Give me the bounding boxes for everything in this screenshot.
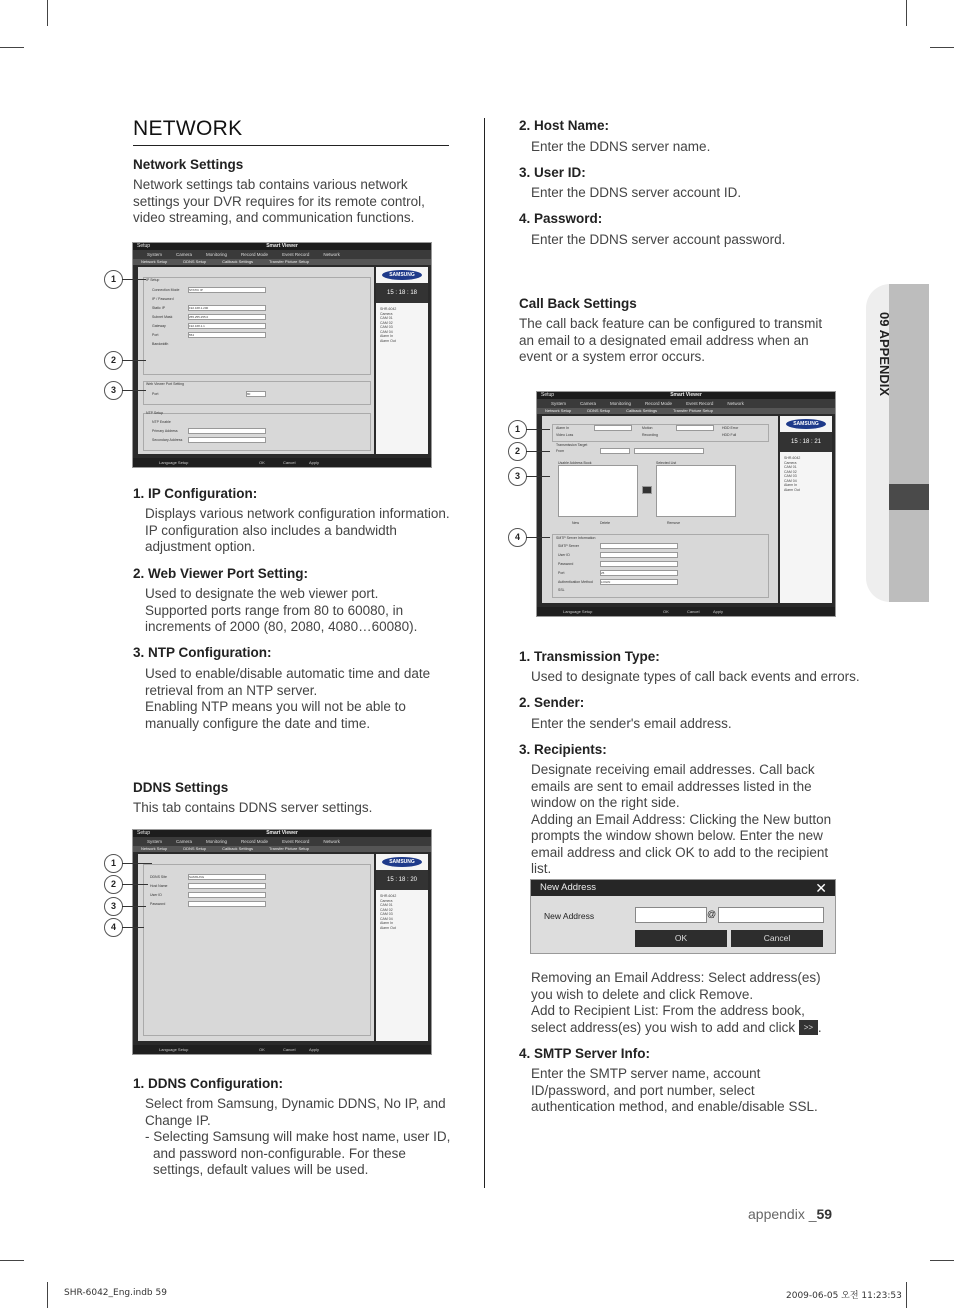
callback-settings-intro: The call back feature can be configured to transmit an email to a designated email address when an event or a system error occurs. xyxy=(519,316,823,364)
add-to-list-button: >> xyxy=(799,1020,818,1035)
address-user-input[interactable] xyxy=(635,907,707,923)
item-ntp-text: Used to enable/disable automatic time and date retrieval from an NTP server. Enabling NTP means you will not be able to manually configure the date and time. xyxy=(145,666,431,731)
network-setup-screenshot: Setup Smart Viewer System Camera Monitoring Record Mode Event Record Network Network Setup DDNS Setup Callback Settings Transfer Picture Setup IP Setup Connection Mode STATIC IP IP / Password Static IP 192.168.1.200 Subnet Mask 255.255.255.0 Gateway 192.168.1.1 Port 554 Bandwidth Web Viewer Port Setting Port 80 NTP Setup NTP Enable Primary Address Secondary Address SAMSUNG 15 : 18 : 18 SHR-6042 Camera CAM 01 CAM 02 CAM 03 CAM 04 Alarm In Alarm Out Language Setup OK Cancel Apply xyxy=(132,242,432,468)
file-info: SHR-6042_Eng.indb 59 xyxy=(64,1288,167,1298)
callout-leader xyxy=(122,279,146,280)
print-timestamp: 2009-06-05 오전 11:23:53 xyxy=(786,1291,902,1301)
item-web-viewer-text: Used to designate the web viewer port. Supported ports range from 80 to 60080, in increments of 2000 (80, 2080, 4080…60080). xyxy=(145,586,418,634)
callout-leader xyxy=(526,429,550,430)
page-number: appendix _59 xyxy=(748,1206,833,1222)
item-smtp-title: 4. SMTP Server Info: xyxy=(519,1046,651,1061)
item-password-text: Enter the DDNS server account password. xyxy=(531,232,786,247)
callout-1: 1 xyxy=(104,854,123,873)
crop-mark xyxy=(906,1282,907,1308)
ddns-settings-heading: DDNS Settings xyxy=(133,780,229,795)
address-domain-input[interactable] xyxy=(718,907,824,923)
callout-4: 4 xyxy=(508,528,527,547)
callout-4: 4 xyxy=(104,918,123,937)
callout-leader xyxy=(122,863,152,864)
ok-button[interactable]: OK xyxy=(635,930,727,947)
crop-mark xyxy=(906,0,907,26)
crop-mark xyxy=(47,0,48,26)
callout-leader xyxy=(122,884,148,885)
callout-leader xyxy=(526,476,550,477)
side-tab-marker xyxy=(889,484,929,510)
column-divider xyxy=(484,118,485,1188)
new-address-dialog xyxy=(530,879,836,954)
callout-leader xyxy=(122,906,146,907)
callout-3: 3 xyxy=(104,381,123,400)
crop-mark xyxy=(0,1260,24,1261)
crop-mark xyxy=(0,47,24,48)
item-host-name-title: 2. Host Name: xyxy=(519,118,610,133)
callout-leader xyxy=(122,927,144,928)
callout-leader xyxy=(526,451,550,452)
item-sender-title: 2. Sender: xyxy=(519,695,585,710)
item-recipients-text: Designate receiving email addresses. Call back emails are sent to email addresses listed in the window on the right side. Adding an Email Address: Clicking the New button prompts the window shown below. Enter the new email address and click OK to add to the recipient list. xyxy=(531,762,832,876)
page-title: NETWORK xyxy=(133,117,243,140)
close-icon[interactable]: ✕ xyxy=(815,880,827,896)
item-transmission-type-title: 1. Transmission Type: xyxy=(519,649,660,664)
callout-2: 2 xyxy=(104,875,123,894)
callback-setup-screenshot: Setup Smart Viewer System Camera Monitoring Record Mode Event Record Network Network Setup DDNS Setup Callback Settings Transfer Picture Setup Alarm In Video Loss Motion Recording HDD Error HDD Full Transmission Target From Usable Address Book Selected List New Delete Remove SMTP Server Information SMTP Server User ID Password Port 25 Authentication Method LOGIN SSL SAMSUNG 15 : 18 : 21 SHR-6042 Camera CAM 01 CAM 02 CAM 03 CAM 04 Alarm In Alarm Out Language Setup OK Cancel Apply xyxy=(536,391,836,617)
callout-3: 3 xyxy=(508,467,527,486)
item-user-id-text: Enter the DDNS server account ID. xyxy=(531,185,742,200)
callout-1: 1 xyxy=(104,270,123,289)
item-recipients-title: 3. Recipients: xyxy=(519,742,607,757)
callout-leader xyxy=(122,390,146,391)
dialog-label: New Address xyxy=(544,911,595,921)
item-transmission-type-text: Used to designate types of call back events and errors. xyxy=(531,669,860,684)
item-smtp-text: Enter the SMTP server name, account ID/password, and port number, select authentication method, and enable/disable SSL. xyxy=(531,1066,818,1114)
item-ddns-config-title: 1. DDNS Configuration: xyxy=(133,1076,283,1091)
ddns-settings-intro: This tab contains DDNS server settings. xyxy=(133,800,373,815)
callback-settings-heading: Call Back Settings xyxy=(519,296,637,311)
crop-mark xyxy=(930,1260,954,1261)
item-ip-config-title: 1. IP Configuration: xyxy=(133,486,258,501)
ddns-setup-screenshot: Setup Smart Viewer System Camera Monitoring Record Mode Event Record Network Network Setup DDNS Setup Callback Settings Transfer Picture Setup DDNS Site SAMSUNG Host Name User ID Password SAMSUNG 15 : 18 : 20 SHR-6042 Camera CAM 01 CAM 02 CAM 03 CAM 04 Alarm In Alarm Out Language Setup OK Cancel Apply xyxy=(132,829,432,1055)
item-user-id-title: 3. User ID: xyxy=(519,165,586,180)
item-host-name-text: Enter the DDNS server name. xyxy=(531,139,711,154)
callout-leader xyxy=(122,360,146,361)
callout-2: 2 xyxy=(508,442,527,461)
item-ntp-title: 3. NTP Configuration: xyxy=(133,645,272,660)
callout-leader xyxy=(526,537,550,538)
item-web-viewer-title: 2. Web Viewer Port Setting: xyxy=(133,566,309,581)
crop-mark xyxy=(47,1282,48,1308)
item-password-title: 4. Password: xyxy=(519,211,603,226)
callout-1: 1 xyxy=(508,420,527,439)
side-tab-band xyxy=(889,284,929,602)
item-ip-config-text: Displays various network configuration information. IP configuration also includes a bandwidth adjustment option. xyxy=(145,506,450,554)
side-tab-label: 09 APPENDIX xyxy=(877,312,892,397)
crop-mark xyxy=(930,47,954,48)
title-rule xyxy=(133,145,449,146)
network-settings-heading: Network Settings xyxy=(133,157,244,172)
callout-3: 3 xyxy=(104,897,123,916)
item-ddns-config-text: Select from Samsung, Dynamic DDNS, No IP, and Change IP. - Selecting Samsung will make host name, user ID, and password non-configurable. For these settings, default values will be used. xyxy=(145,1096,451,1177)
cancel-button[interactable]: Cancel xyxy=(731,930,823,947)
at-sign: @ xyxy=(707,909,717,919)
dialog-title: New Address xyxy=(531,880,835,896)
callout-2: 2 xyxy=(104,351,123,370)
item-recipients-text-2: Removing an Email Address: Select address(es) you wish to delete and click Remove. Add to Recipient List: From the address book, select address(es) you wish to add and click >> . xyxy=(531,970,822,1035)
network-settings-intro: Network settings tab contains various network settings your DVR requires for its remote control, video streaming, and communication functions. xyxy=(133,177,425,225)
item-sender-text: Enter the sender's email address. xyxy=(531,716,732,731)
